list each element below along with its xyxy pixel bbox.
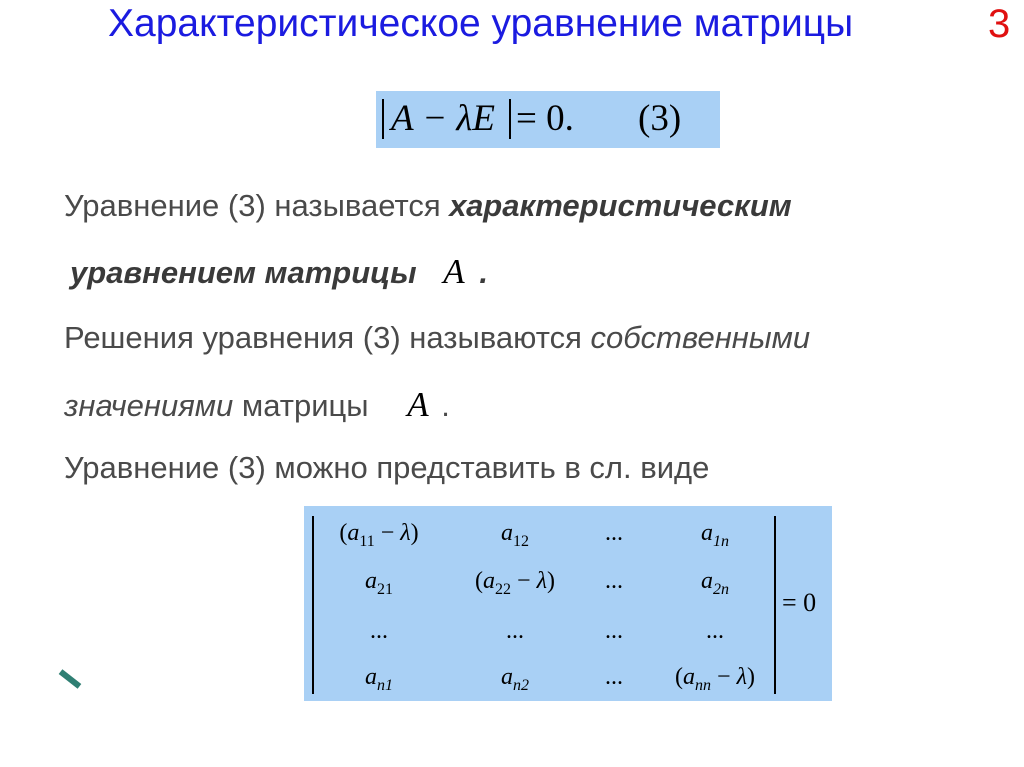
matrix-cell-r2-c3: ... bbox=[605, 568, 623, 594]
slide-number: 3 bbox=[988, 2, 1011, 46]
determinant-bar-left bbox=[382, 99, 384, 139]
paragraph-5: Уравнение (3) можно представить в сл. виде bbox=[64, 450, 710, 485]
matrix-cell-r3-c1: ... bbox=[370, 618, 388, 644]
formula-expression: A − λE bbox=[391, 98, 496, 139]
p3-text: Решения уравнения (3) называются bbox=[64, 320, 591, 355]
decorative-corner-mark bbox=[59, 669, 82, 689]
slide-title: Характеристическое уравнение матрицы bbox=[108, 2, 854, 45]
characteristic-determinant bbox=[304, 506, 832, 701]
matrix-cell-r4-c1: $a_{n1}$ bbox=[365, 664, 393, 694]
p1-bold-term: характеристическим bbox=[449, 188, 792, 223]
matrix-cell-r4-c3: ... bbox=[605, 664, 623, 690]
determinant-bar-right bbox=[509, 99, 511, 139]
paragraph-4 bbox=[64, 385, 450, 425]
matrix-cell-r2-c4: $a_{2n}$ bbox=[701, 568, 729, 598]
p2-matrix-symbol: A bbox=[443, 252, 465, 291]
matrix-cell-r2-c1: $a_{21}$ bbox=[365, 568, 393, 598]
determinant-equals: = 0 bbox=[782, 588, 817, 617]
matrix-cell-r3-c4: ... bbox=[706, 618, 724, 644]
p1-text: Уравнение (3) называется bbox=[64, 188, 450, 223]
p4-italic-term: значениями bbox=[64, 388, 234, 423]
formula-label: (3) bbox=[638, 98, 682, 139]
characteristic-equation-formula bbox=[376, 91, 720, 148]
paragraph-2 bbox=[70, 252, 488, 292]
matrix-cell-r3-c2: ... bbox=[506, 618, 524, 644]
paragraph-3 bbox=[64, 320, 810, 356]
matrix-cell-r1-c1: $(a_{11} - \lambda)$ bbox=[339, 520, 419, 550]
matrix-cell-r3-c3: ... bbox=[605, 618, 623, 644]
paragraph-1 bbox=[64, 188, 792, 224]
matrix-cell-r1-c2: $a_{12}$ bbox=[501, 520, 529, 550]
formula-equals: = 0. bbox=[516, 98, 574, 139]
p2-bold-term: уравнением матрицы bbox=[70, 255, 417, 290]
p4-period: . bbox=[441, 388, 450, 423]
matrix-cell-r1-c3: ... bbox=[605, 520, 623, 546]
p3-italic-term: собственными bbox=[590, 320, 811, 355]
matrix-cell-r4-c4: $(a_{nn} - \lambda)$ bbox=[675, 664, 755, 694]
matrix-cell-r2-c2: $(a_{22} - \lambda)$ bbox=[475, 568, 555, 598]
p4-text: матрицы bbox=[233, 388, 369, 423]
matrix-cell-r1-c4: $a_{1n}$ bbox=[701, 520, 729, 550]
p4-matrix-symbol: A bbox=[407, 385, 429, 424]
matrix-cell-r4-c2: $a_{n2}$ bbox=[501, 664, 529, 694]
p2-period: . bbox=[479, 255, 488, 290]
